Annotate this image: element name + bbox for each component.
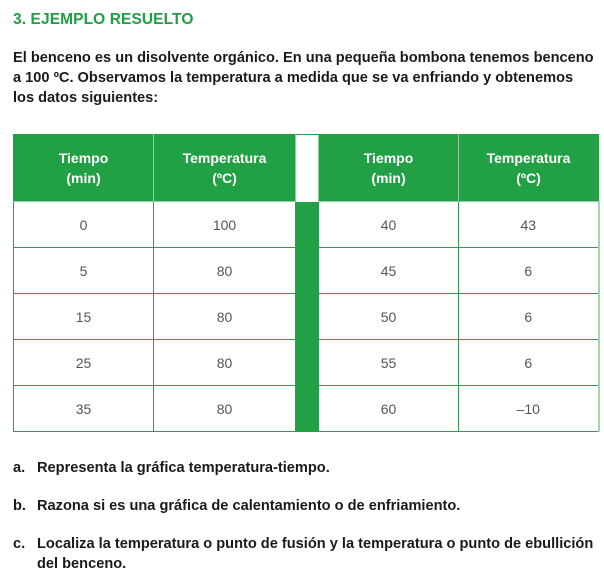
question-label: b. [13, 498, 26, 514]
table-divider [296, 202, 319, 432]
question-b [13, 496, 598, 516]
cell-time: 0 [14, 202, 154, 248]
question-a [13, 458, 598, 478]
header-spacer [296, 135, 319, 202]
cell-temp: 6 [459, 294, 599, 340]
cell-temp: 100 [154, 202, 296, 248]
data-table [13, 134, 600, 432]
cell-temp: 80 [154, 248, 296, 294]
cell-temp: 6 [459, 248, 599, 294]
cell-time: 15 [14, 294, 154, 340]
header-unit: (ºC) [516, 170, 541, 186]
header-text: Tiempo [58, 150, 109, 166]
cell-time: 50 [319, 294, 459, 340]
cell-time: 5 [14, 248, 154, 294]
cell-time: 40 [319, 202, 459, 248]
section-heading: 3. EJEMPLO RESUELTO [13, 11, 194, 28]
header-unit: (min) [66, 170, 101, 186]
header-text: Temperatura [182, 150, 267, 166]
header-text: Tiempo [363, 150, 414, 166]
cell-time: 45 [319, 248, 459, 294]
header-temp-left [154, 135, 296, 202]
cell-temp: 6 [459, 340, 599, 386]
question-c [13, 534, 598, 574]
intro-paragraph: El benceno es un disolvente orgánico. En una pequeña bombona tenemos benceno a 100 ºC. Observamos la temperatura a medida que se va enfriando y obtenemos los datos siguientes: [13, 50, 594, 106]
question-text: Representa la gráfica temperatura-tiempo. [37, 460, 330, 476]
cell-time: 55 [319, 340, 459, 386]
cell-temp: –10 [459, 386, 599, 432]
cell-temp: 80 [154, 340, 296, 386]
cell-time: 60 [319, 386, 459, 432]
header-temp-right [459, 135, 599, 202]
header-time-right [319, 135, 459, 202]
question-label: c. [13, 536, 26, 552]
cell-time: 25 [14, 340, 154, 386]
header-unit: (ºC) [212, 170, 237, 186]
table-row [14, 202, 599, 248]
cell-temp: 80 [154, 294, 296, 340]
header-text: Temperatura [486, 150, 571, 166]
header-unit: (min) [371, 170, 406, 186]
question-text: Localiza la temperatura o punto de fusión y la temperatura o punto de ebullición del benceno. [37, 536, 594, 572]
question-label: a. [13, 460, 26, 476]
cell-temp: 43 [459, 202, 599, 248]
cell-time: 35 [14, 386, 154, 432]
question-text: Razona si es una gráfica de calentamiento o de enfriamiento. [37, 498, 461, 514]
table-header-row [14, 135, 599, 202]
header-time-left [14, 135, 154, 202]
cell-temp: 80 [154, 386, 296, 432]
